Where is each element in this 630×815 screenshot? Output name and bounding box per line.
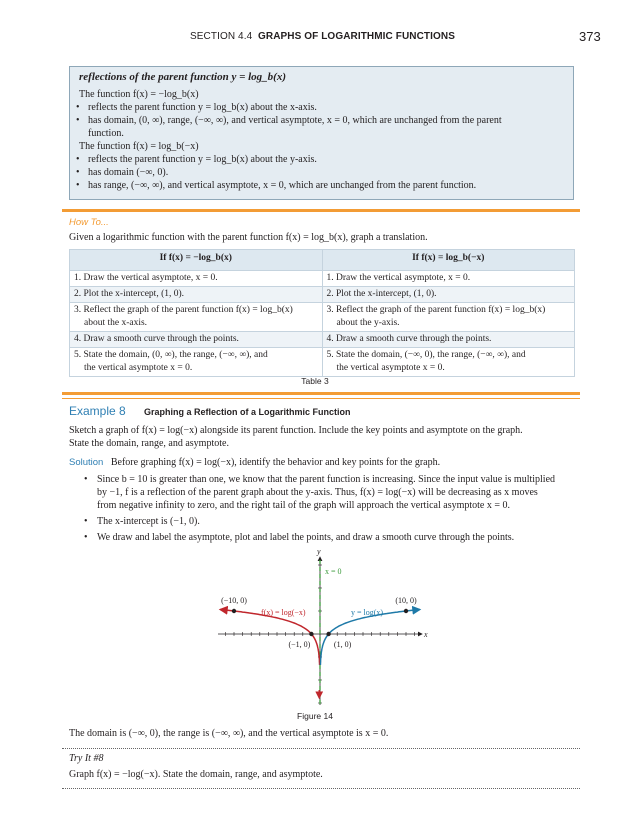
solution-bullet-3: We draw and label the asymptote, plot and label the points, and draw a smooth curve through the points. [97,532,515,543]
callout-bullet-1: reflects the parent function y = log_b(x) about the x-axis. [88,102,317,113]
page-number: 373 [579,29,601,44]
callout-bullet-2-cont: function. [88,128,124,139]
x-axis-label: x [424,630,428,639]
cell-line-cont: about the y-axis. [336,318,400,328]
cell-line-cont: the vertical asymptote x = 0. [336,363,445,373]
example-title: Graphing a Reflection of a Logarithmic Function [144,407,351,417]
point-label: (1, 0) [333,640,352,649]
solution-text: Before graphing f(x) = log(−x), identify the behavior and key points for the graph. [110,457,441,468]
callout-line-1: The function f(x) = −log_b(x) [79,89,199,100]
solution-label: Solution [69,457,104,468]
cell-line-cont: about the x-axis. [84,318,148,328]
table-cell: 2. Plot the x-intercept, (1, 0). [70,287,323,303]
table-cell: 1. Draw the vertical asymptote, x = 0. [322,271,575,287]
asymptote-label: x = 0 [325,567,342,576]
key-point [232,609,236,613]
table-header: If f(x) = log_b(−x) [322,250,575,271]
table-cell: 1. Draw the vertical asymptote, x = 0. [70,271,323,287]
table-caption: Table 3 [301,376,329,386]
left-curve-label: f(x) = log(−x) [261,608,306,617]
callout-title: reflections of the parent function y = log_b(x) [79,71,287,83]
example-paragraph-1: Sketch a graph of f(x) = log(−x) alongside its parent function. Include the key points and asymptote on the graph. [69,425,523,436]
point-label: (−10, 0) [221,596,247,605]
callout-bullet-3: reflects the parent function y = log_b(x) about the y-axis. [88,154,317,165]
cell-line: 3. Reflect the graph of the parent function f(x) = log_b(x) [74,305,293,315]
table-cell: 2. Plot the x-intercept, (1, 0). [322,287,575,303]
left-curve-f-log-neg-x [220,610,319,666]
example-label: Example 8 [69,404,126,418]
howto-intro: Given a logarithmic function with the parent function f(x) = log_b(x), graph a translation. [69,232,428,243]
right-curve-log-x [320,610,419,666]
key-point [404,609,408,613]
howto-label: How To... [69,217,109,228]
section-title: GRAPHS OF LOGARITHMIC FUNCTIONS [258,31,455,42]
bullet-icon: • [84,532,88,543]
bullet-icon: • [84,474,88,485]
callout-bullet-5: has range, (−∞, ∞), and vertical asymptote, x = 0, which are unchanged from the parent function. [88,180,477,191]
section-number: SECTION 4.4 [190,31,253,42]
point-label: (−1, 0) [288,640,311,649]
tryit-bottom-rule [62,788,580,789]
tryit-label: Try It #8 [69,753,104,764]
bullet-icon: • [84,516,88,527]
callout-bullet-2: has domain, (0, ∞), range, (−∞, ∞), and vertical asymptote, x = 0, which are unchanged from the parent [88,115,502,126]
cell-line: 5. State the domain, (−∞, 0), the range, (−∞, ∞), and [326,350,526,360]
cell-line-cont: the vertical asymptote x = 0. [84,363,193,373]
bullet-icon: • [76,115,80,126]
cell-line: 3. Reflect the graph of the parent function f(x) = log_b(x) [326,305,546,315]
example-conclusion: The domain is (−∞, 0), the range is (−∞, ∞), and the vertical asymptote is x = 0. [69,728,389,739]
callout-line-2: The function f(x) = log_b(−x) [79,141,199,152]
y-axis-label: y [317,547,321,556]
bullet-icon: • [76,167,80,178]
key-point [309,632,313,636]
solution-bullet-1-line-1: Since b = 10 is greater than one, we know that the parent function is increasing. Since the input value is multiplied [97,474,556,485]
solution-bullet-2: The x-intercept is (−1, 0). [97,516,200,527]
key-point [326,632,330,636]
example-paragraph-2: State the domain, range, and asymptote. [69,438,229,449]
table-cell: 4. Draw a smooth curve through the points. [322,332,575,348]
bullet-icon: • [76,102,80,113]
callout-bullet-4: has domain (−∞, 0). [88,167,169,178]
solution-bullet-1-line-2: by −1, f is a reflection of the parent graph about the y-axis. Thus, f(x) = log(−x) will be decreasing as x moves [97,487,538,498]
tryit-top-rule [62,748,580,749]
figure-caption: Figure 14 [297,711,333,721]
table-cell: 4. Draw a smooth curve through the points. [70,332,323,348]
point-label: (10, 0) [395,596,417,605]
solution-bullet-1-line-3: from negative infinity to zero, and the right tail of the graph will approach the vertical asymptote x = 0. [97,500,511,511]
right-curve-label: y = log(x) [351,608,384,617]
bullet-icon: • [76,180,80,191]
bullet-icon: • [76,154,80,165]
table-header: If f(x) = −log_b(x) [70,250,323,271]
tryit-text: Graph f(x) = −log(−x). State the domain, range, and asymptote. [69,769,323,780]
cell-line: 5. State the domain, (0, ∞), the range, (−∞, ∞), and [74,350,268,360]
